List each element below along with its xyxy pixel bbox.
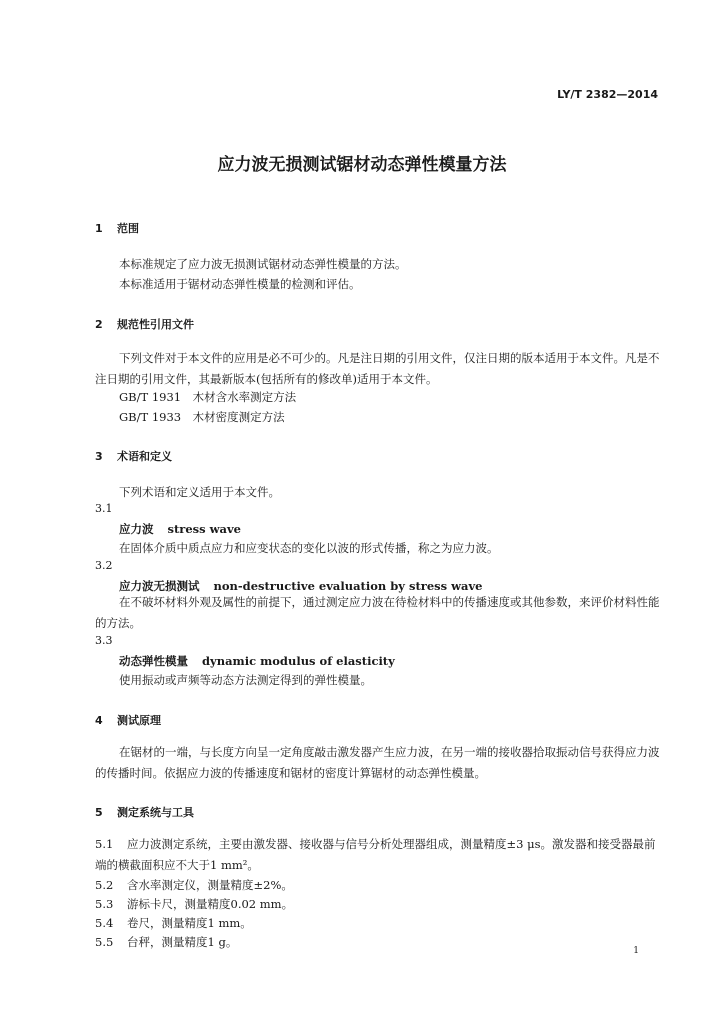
section-5-heading <box>95 804 194 820</box>
standard-code: LY/T 2382—2014 <box>557 88 658 101</box>
section-number: 2 <box>95 318 103 331</box>
list-item <box>95 915 252 931</box>
list-item <box>95 834 665 876</box>
section-title: 测定系统与工具 <box>117 806 194 819</box>
term-number: 3.1 <box>95 502 113 515</box>
term-heading <box>119 653 395 669</box>
term-zh: 应力波 <box>119 522 154 536</box>
term-number: 3.2 <box>95 559 113 572</box>
item-text: 含水率测定仪，测量精度±2%。 <box>127 878 293 892</box>
item-text: 应力波测定系统，主要由激发器、接收器与信号分析处理器组成，测量精度±3 μs。激发器和接受器最前端的横截面积应不大于1 mm²。 <box>95 837 656 872</box>
page-number: 1 <box>633 946 639 956</box>
term-en: dynamic modulus of elasticity <box>202 654 395 668</box>
section-3-heading <box>95 448 172 464</box>
item-number: 5.5 <box>95 935 114 949</box>
document-title: 应力波无损测试锯材动态弹性模量方法 <box>217 155 507 175</box>
item-text: 台秤，测量精度1 g。 <box>127 935 238 949</box>
term-number: 3.3 <box>95 634 113 647</box>
section-title: 范围 <box>117 222 139 235</box>
section-title: 规范性引用文件 <box>117 318 194 331</box>
reference-item: GB/T 1933 木材密度测定方法 <box>119 410 285 424</box>
section-number: 1 <box>95 222 103 235</box>
item-number: 5.3 <box>95 897 114 911</box>
term-definition: 使用振动或声频等动态方法测定得到的弹性模量。 <box>119 673 372 687</box>
item-number: 5.4 <box>95 916 114 930</box>
term-en: non-destructive evaluation by stress wave <box>213 579 483 593</box>
section-2-heading <box>95 316 194 332</box>
item-number: 5.1 <box>95 837 114 851</box>
term-definition: 在不破坏材料外观及属性的前提下，通过测定应力波在待检材料中的传播速度或其他参数，来评价材料性能的方法。 <box>95 595 660 630</box>
item-text: 卷尺，测量精度1 mm。 <box>127 916 252 930</box>
paragraph: 本标准规定了应力波无损测试锯材动态弹性模量的方法。 <box>119 257 407 271</box>
reference-item: GB/T 1931 木材含水率测定方法 <box>119 390 297 404</box>
term-zh: 应力波无损测试 <box>119 579 200 593</box>
item-number: 5.2 <box>95 878 114 892</box>
section-number: 3 <box>95 450 103 463</box>
paragraph: 在锯材的一端，与长度方向呈一定角度敲击激发器产生应力波，在另一端的接收器拾取振动信号获得应力波的传播时间。依据应力波的传播速度和锯材的密度计算锯材的动态弹性模量。 <box>95 745 660 780</box>
section-4-heading <box>95 712 161 728</box>
paragraph: 本标准适用于锯材动态弹性模量的检测和评估。 <box>119 277 361 291</box>
term-definition: 在固体介质中质点应力和应变状态的变化以波的形式传播，称之为应力波。 <box>119 541 499 555</box>
list-item <box>95 877 293 893</box>
section-1-heading <box>95 220 139 236</box>
term-heading <box>119 521 241 537</box>
section-number: 5 <box>95 806 103 819</box>
list-item <box>95 934 237 950</box>
item-text: 游标卡尺，测量精度0.02 mm。 <box>127 897 294 911</box>
paragraph: 下列术语和定义适用于本文件。 <box>119 485 280 499</box>
list-item <box>95 896 293 912</box>
section-title: 术语和定义 <box>117 450 172 463</box>
term-en: stress wave <box>167 522 241 536</box>
paragraph: 下列文件对于本文件的应用是必不可少的。凡是注日期的引用文件，仅注日期的版本适用于本文件。凡是不注日期的引用文件，其最新版本(包括所有的修改单)适用于本文件。 <box>95 351 660 386</box>
section-title: 测试原理 <box>117 714 161 727</box>
section-number: 4 <box>95 714 103 727</box>
term-zh: 动态弹性模量 <box>119 654 188 668</box>
